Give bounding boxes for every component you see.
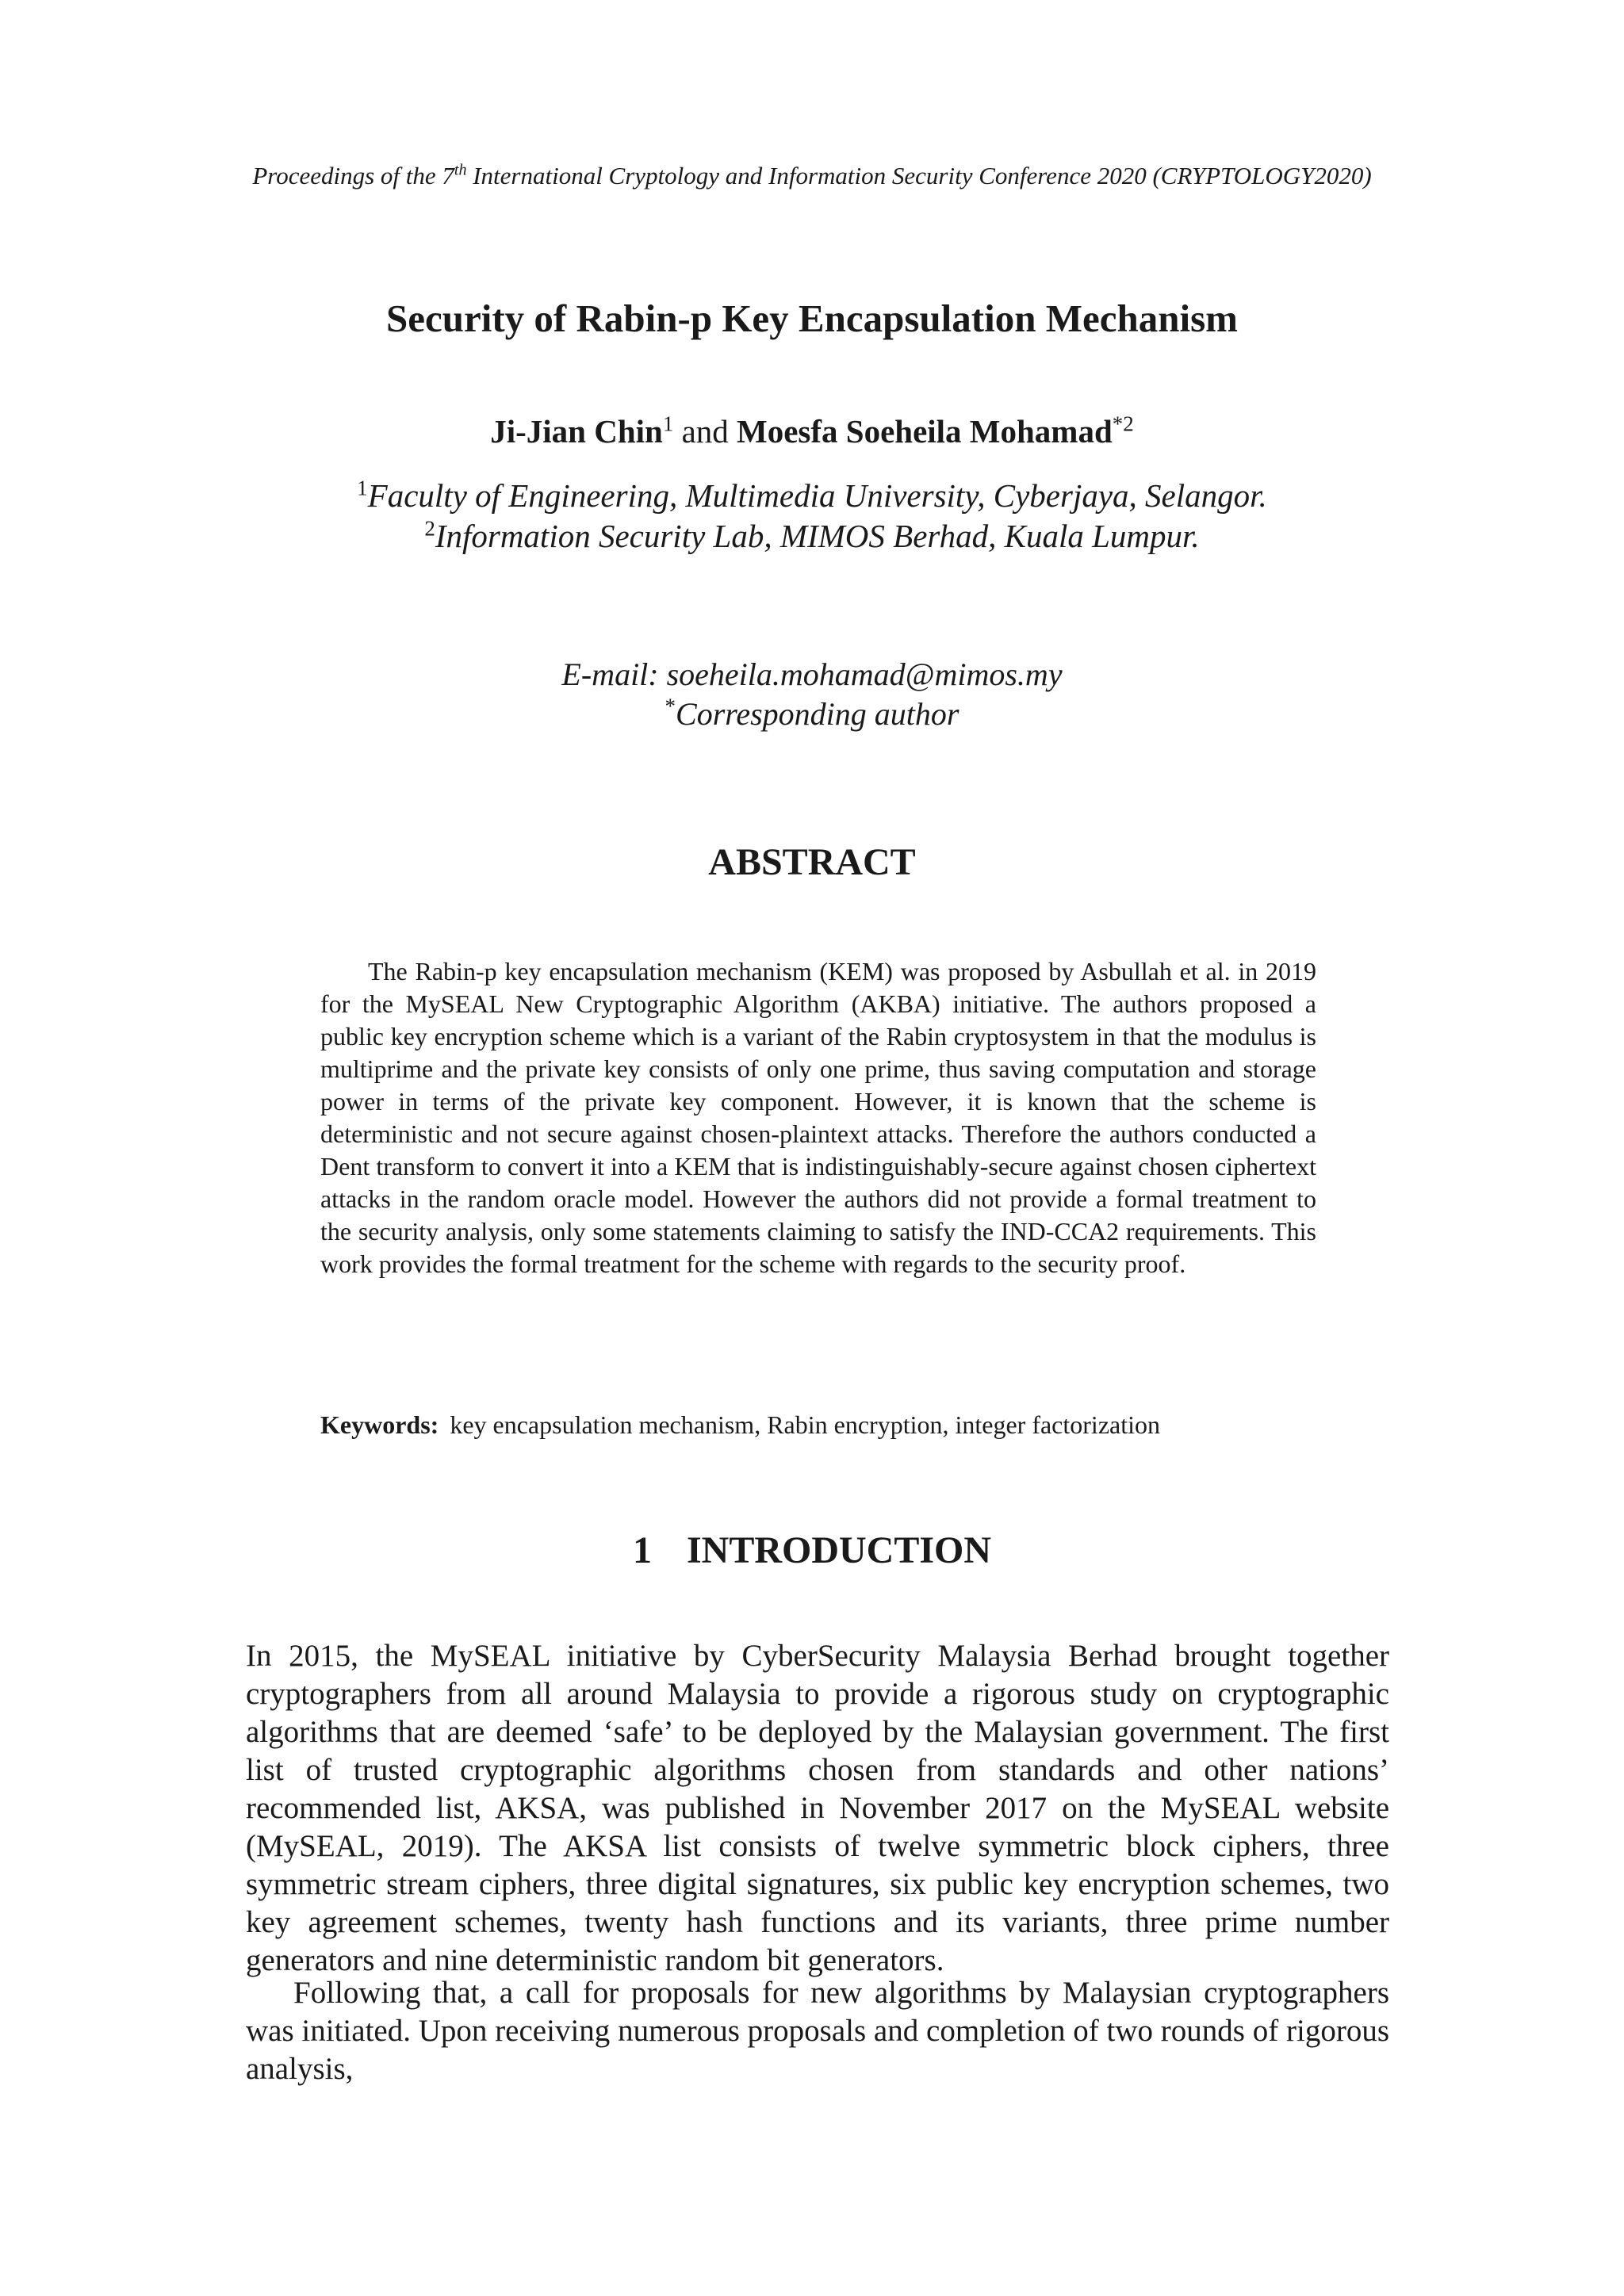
affiliations xyxy=(0,476,1624,557)
paper-title: Security of Rabin-p Key Encapsulation Mechanism xyxy=(386,297,1238,340)
email-line: E-mail: soeheila.mohamad@mimos.my xyxy=(561,656,1063,692)
author-marker: 1 xyxy=(662,411,674,436)
abstract-heading: ABSTRACT xyxy=(708,841,916,883)
proceedings-prefix: Proceedings of the 7 xyxy=(252,162,454,189)
section-title: INTRODUCTION xyxy=(686,1529,992,1571)
contact-block xyxy=(0,655,1624,734)
author-name: Ji-Jian Chin xyxy=(490,413,663,450)
affiliation-line xyxy=(0,516,1624,557)
corresponding-marker: * xyxy=(665,694,676,718)
section-number: 1 xyxy=(632,1529,652,1571)
keywords-text: key encapsulation mechanism, Rabin encryption, integer factorization xyxy=(450,1410,1160,1439)
running-header xyxy=(0,160,1624,192)
affiliation-marker: 1 xyxy=(357,476,368,500)
corresponding-author-note xyxy=(0,695,1624,734)
author-name: Moesfa Soeheila Mohamad xyxy=(737,413,1113,450)
affiliation-text: Faculty of Engineering, Multimedia University, Cyberjaya, Selangor. xyxy=(367,477,1267,514)
author-line xyxy=(0,409,1624,453)
proceedings-superscript: th xyxy=(454,161,467,179)
affiliation-text: Information Security Lab, MIMOS Berhad, Kuala Lumpur. xyxy=(435,518,1200,554)
affiliation-line xyxy=(0,476,1624,516)
affiliation-marker: 2 xyxy=(424,516,435,541)
section-heading-introduction xyxy=(0,1525,1624,1576)
keywords-label: Keywords: xyxy=(320,1410,439,1439)
proceedings-suffix: International Cryptology and Information Security Conference 2020 (CRYPTOLOGY2020) xyxy=(466,162,1372,189)
body-paragraph: In 2015, the MySEAL initiative by CyberSecurity Malaysia Berhad brought together cryptographers from all around Malaysia to provide a rigorous study on cryptographic algorithms that are deemed ‘safe’ to be deployed by the Malaysian government. The first list of trusted cryptographic algorithms chosen from standards and other nations’ recommended list, AKSA, was published in November 2017 on the MySEAL website (MySEAL, 2019). The AKSA list consists of twelve symmetric block ciphers, three symmetric stream ciphers, three digital signatures, six public key encryption schemes, two key agreement schemes, twenty hash functions and its variants, three prime number generators and nine deterministic random bit generators. xyxy=(246,1639,1389,1977)
author-marker: *2 xyxy=(1112,411,1134,436)
author-joiner: and xyxy=(673,413,737,450)
corresponding-text: Corresponding author xyxy=(676,696,959,732)
abstract-body: The Rabin-p key encapsulation mechanism (KEM) was proposed by Asbullah et al. in 2019 for the MySEAL New Cryptographic Algorithm (AKBA) initiative. The authors proposed a public key encryption scheme which is a variant of the Rabin cryptosystem in that the modulus is multiprime and the private key consists of only one prime, thus saving computation and storage power in terms of the private key component. However, it is known that the scheme is deterministic and not secure against chosen-plaintext attacks. Therefore the authors conducted a Dent transform to convert it into a KEM that is indistinguishably-secure against chosen ciphertext attacks in the random oracle model. However the authors did not provide a formal treatment to the security analysis, only some statements claiming to satisfy the IND-CCA2 requirements. This work provides the formal treatment for the scheme with regards to the security proof. xyxy=(320,957,1316,1278)
body-paragraph: Following that, a call for proposals for new algorithms by Malaysian cryptographers was initiated. Upon receiving numerous proposals and completion of two rounds of rigorous analysis, xyxy=(246,1976,1389,2086)
keywords xyxy=(320,1409,1316,1441)
